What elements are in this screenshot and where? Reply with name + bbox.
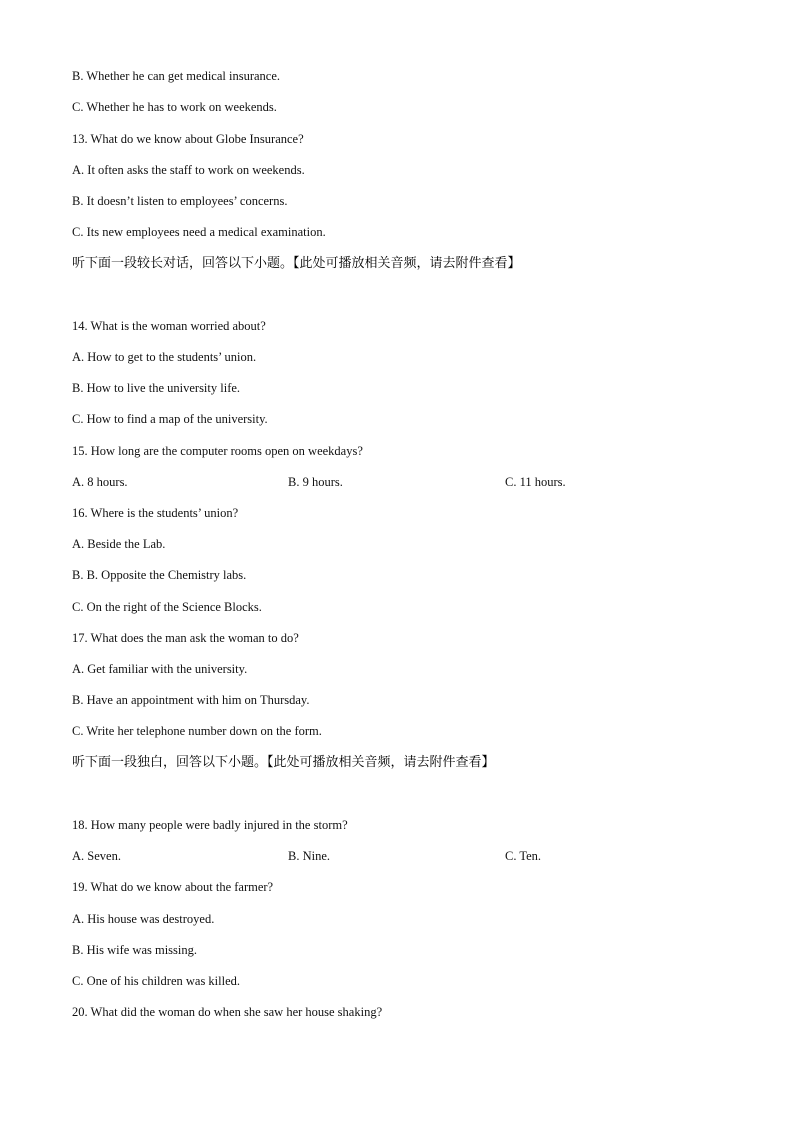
q15-options xyxy=(72,474,722,490)
q19-option-c: C. One of his children was killed. xyxy=(72,974,241,988)
q15-option-b: B. 9 hours. xyxy=(288,475,343,489)
q12-option-b: B. Whether he can get medical insurance. xyxy=(72,69,281,83)
q13-option-a: A. It often asks the staff to work on weekends. xyxy=(72,163,305,177)
q17-question: 17. What does the man ask the woman to do? xyxy=(72,631,299,645)
q13-question: 13. What do we know about Globe Insurance? xyxy=(72,132,304,146)
q18-question: 18. How many people were badly injured in the storm? xyxy=(72,818,348,832)
q16-option-c: C. On the right of the Science Blocks. xyxy=(72,600,262,614)
q14-question: 14. What is the woman worried about? xyxy=(72,319,266,333)
q13-option-c: C. Its new employees need a medical examination. xyxy=(72,225,326,239)
q19-option-a: A. His house was destroyed. xyxy=(72,912,215,926)
q17-option-a: A. Get familiar with the university. xyxy=(72,662,248,676)
q17-option-b: B. Have an appointment with him on Thursday. xyxy=(72,693,310,707)
q19-question: 19. What do we know about the farmer? xyxy=(72,880,274,894)
q16-option-a: A. Beside the Lab. xyxy=(72,537,166,551)
q18-option-a: A. Seven. xyxy=(72,849,121,863)
q14-option-c: C. How to find a map of the university. xyxy=(72,412,268,426)
q16-question: 16. Where is the students’ union? xyxy=(72,506,239,520)
q20-question: 20. What did the woman do when she saw her house shaking? xyxy=(72,1005,383,1019)
q14-option-b: B. How to live the university life. xyxy=(72,381,241,395)
q15-option-c: C. 11 hours. xyxy=(505,475,566,489)
q13-option-b: B. It doesn’t listen to employees’ concerns. xyxy=(72,194,288,208)
instruction-dialogue: 听下面一段较长对话，回答以下小题。【此处可播放相关音频，请去附件查看】 xyxy=(72,256,521,271)
q15-option-a: A. 8 hours. xyxy=(72,475,128,489)
q14-option-a: A. How to get to the students’ union. xyxy=(72,350,257,364)
q18-option-b: B. Nine. xyxy=(288,849,331,863)
q12-option-c: C. Whether he has to work on weekends. xyxy=(72,100,277,114)
q15-question: 15. How long are the computer rooms open on weekdays? xyxy=(72,444,363,458)
q16-option-b: B. B. Opposite the Chemistry labs. xyxy=(72,568,247,582)
instruction-monologue: 听下面一段独白，回答以下小题。【此处可播放相关音频，请去附件查看】 xyxy=(72,755,495,770)
q19-option-b: B. His wife was missing. xyxy=(72,943,197,957)
q18-options xyxy=(72,848,722,864)
q17-option-c: C. Write her telephone number down on the form. xyxy=(72,724,322,738)
q18-option-c: C. Ten. xyxy=(505,849,542,863)
